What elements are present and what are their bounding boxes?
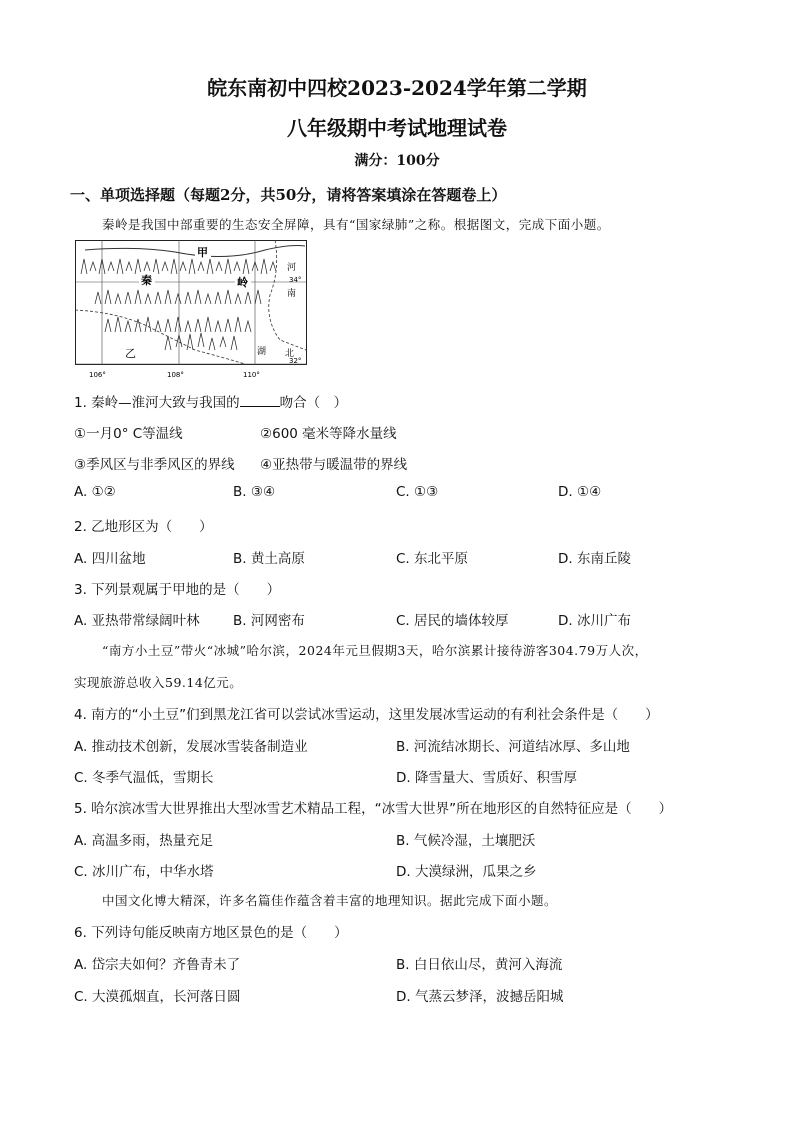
question-5: 5. 哈尔滨冰雪大世界推出大型冰雪艺术精品工程，“冰雪大世界”所在地形区的自然特征应是（ ） (74, 801, 673, 817)
exam-title-line2: 八年级期中考试地理试卷 (287, 116, 507, 140)
q6-option-d[interactable]: D. 气蒸云梦泽，波撼岳阳城 (396, 989, 564, 1005)
exam-title-line1: 皖东南初中四校2023-2024学年第二学期 (207, 76, 587, 100)
map-label-hu: 湖 (257, 347, 267, 357)
map-label-yi: 乙 (125, 347, 136, 360)
q6-option-b[interactable]: B. 白日依山尽，黄河入海流 (396, 957, 563, 973)
q1-option-a[interactable]: A. ①② (74, 484, 116, 500)
question-1 (74, 391, 347, 411)
q2-option-a[interactable]: A. 四川盆地 (74, 551, 146, 567)
section-heading: 一、单项选择题（每题2分，共50分，请将答案填涂在答题卷上） (70, 186, 507, 204)
question-4: 4. 南方的“小土豆”们到黑龙江省可以尝试冰雪运动，这里发展冰雪运动的有利社会条件是（ ） (74, 707, 659, 723)
map-label-jia: 甲 (197, 246, 208, 259)
map-label-he: 河 (287, 263, 297, 273)
q6-option-a[interactable]: A. 岱宗夫如何？齐鲁青未了 (74, 957, 241, 973)
q1-option-c[interactable]: C. ①③ (396, 484, 439, 500)
q4-option-d[interactable]: D. 降雪量大、雪质好、积雪厚 (396, 770, 577, 786)
map-label-ling: 岭 (237, 276, 248, 289)
q4-option-c[interactable]: C. 冬季气温低，雪期长 (74, 770, 214, 786)
q1-item-2: ②600 毫米等降水量线 (260, 426, 397, 442)
map-label-nan: 南 (287, 289, 297, 299)
q3-option-d[interactable]: D. 冰川广布 (558, 613, 631, 629)
q5-option-b[interactable]: B. 气候冷湿，土壤肥沃 (396, 833, 536, 849)
full-score: 满分：100分 (354, 153, 440, 169)
q1-item-4: ④亚热带与暖温带的界线 (260, 457, 408, 473)
q1-blank (240, 394, 280, 407)
q5-option-d[interactable]: D. 大漠绿洲，瓜果之乡 (396, 864, 537, 880)
q6-option-c[interactable]: C. 大漠孤烟直，长河落日圆 (74, 989, 241, 1005)
question-3: 3. 下列景观属于甲地的是（ ） (74, 582, 281, 598)
q2-option-c[interactable]: C. 东北平原 (396, 551, 469, 567)
map-label-lon108: 108° (167, 371, 184, 379)
intro-qinling: 秦岭是我国中部重要的生态安全屏障，具有“国家绿肺”之称。根据图文，完成下面小题。 (102, 217, 610, 232)
map-label-bei: 北 (285, 349, 295, 359)
map-label-lat34: 34° (289, 276, 302, 284)
q5-option-c[interactable]: C. 冰川广布，中华水塔 (74, 864, 214, 880)
q2-option-d[interactable]: D. 东南丘陵 (558, 551, 631, 567)
q1-option-d[interactable]: D. ①④ (558, 484, 602, 500)
q2-option-b[interactable]: B. 黄土高原 (233, 551, 305, 567)
map-label-lon106: 106° (89, 371, 106, 379)
q1-item-1: ①一月0° C等温线 (74, 426, 183, 442)
map-label-lon110: 110° (243, 371, 260, 379)
question-6: 6. 下列诗句能反映南方地区景色的是（ ） (74, 925, 348, 941)
map-label-lat32: 32° (289, 357, 302, 365)
q1-suffix: 吻合（ ） (279, 395, 348, 411)
map-label-qin: 秦 (141, 274, 152, 287)
q5-option-a[interactable]: A. 高温多雨，热量充足 (74, 833, 214, 849)
q4-option-b[interactable]: B. 河流结冰期长、河道结冰厚、多山地 (396, 739, 630, 755)
q4-option-a[interactable]: A. 推动技术创新，发展冰雪装备制造业 (74, 739, 308, 755)
qinling-map (75, 240, 307, 382)
intro-harbin-line1: “南方小土豆”带火“冰城”哈尔滨，2024年元旦假期3天，哈尔滨累计接待游客304.79万人次， (102, 643, 648, 658)
intro-poetry: 中国文化博大精深，许多名篇佳作蕴含着丰富的地理知识。据此完成下面小题。 (102, 893, 558, 908)
q1-prefix: 1. 秦岭—淮河大致与我国的 (74, 395, 240, 411)
q1-item-3: ③季风区与非季风区的界线 (74, 457, 235, 473)
q3-option-c[interactable]: C. 居民的墙体较厚 (396, 613, 509, 629)
question-2: 2. 乙地形区为（ ） (74, 519, 213, 535)
q3-option-b[interactable]: B. 河网密布 (233, 613, 305, 629)
q3-option-a[interactable]: A. 亚热带常绿阔叶林 (74, 613, 200, 629)
intro-harbin-line2: 实现旅游总收入59.14亿元。 (74, 675, 243, 690)
q1-option-b[interactable]: B. ③④ (233, 484, 276, 500)
